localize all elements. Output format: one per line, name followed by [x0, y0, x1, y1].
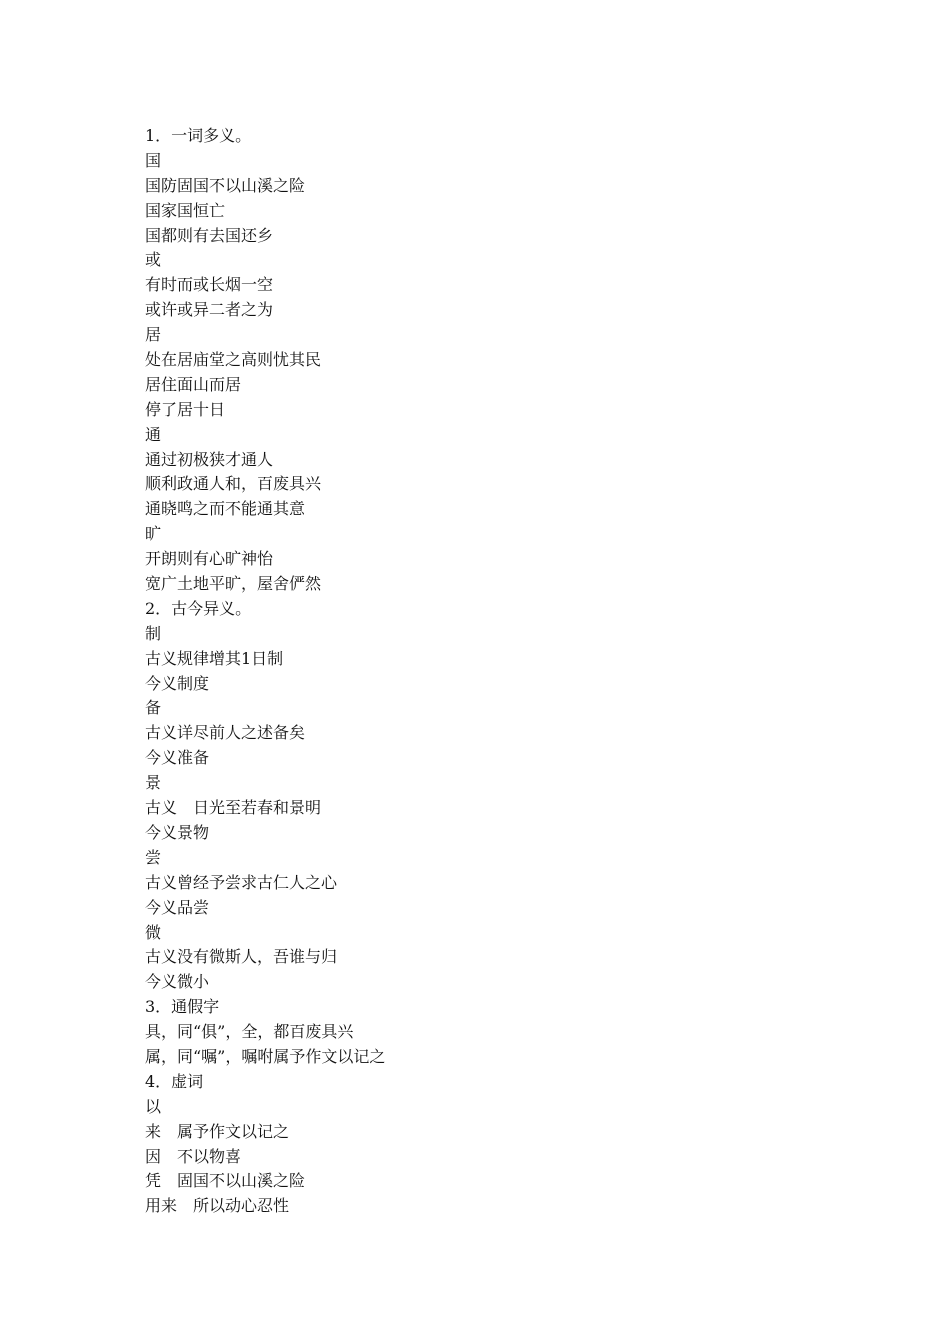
term-line: 尝 — [145, 847, 162, 867]
definition-line: 通过初极狭才通人 — [145, 449, 274, 469]
definition-line: 今义准备 — [145, 748, 210, 768]
term-line: 国 — [145, 150, 162, 170]
definition-line: 国都则有去国还乡 — [145, 225, 274, 245]
definition-line: 今义制度 — [145, 673, 210, 693]
term-line: 或 — [145, 250, 162, 270]
definition-line: 通晓鸣之而不能通其意 — [145, 499, 306, 519]
definition-line: 属，同“嘱”，嘱咐属予作文以记之 — [145, 1046, 386, 1066]
definition-line: 停了居十日 — [145, 399, 226, 419]
definition-line: 今义景物 — [145, 822, 210, 842]
definition-line: 因 不以物喜 — [145, 1146, 242, 1166]
section-heading-function-words: 4．虚词 — [145, 1071, 204, 1091]
definition-line: 国家国恒亡 — [145, 200, 226, 220]
term-line: 旷 — [145, 524, 162, 544]
definition-line: 国防固国不以山溪之险 — [145, 175, 306, 195]
section-heading-ancient-modern: 2．古今异义。 — [145, 598, 252, 618]
definition-line: 开朗则有心旷神怡 — [145, 549, 274, 569]
definition-line: 古义规律增其1日制 — [145, 648, 284, 668]
definition-line: 宽广土地平旷，屋舍俨然 — [145, 574, 322, 594]
document-body — [145, 124, 845, 1219]
term-line: 制 — [145, 623, 162, 643]
definition-line: 居住面山而居 — [145, 374, 242, 394]
definition-line: 古义 日光至若春和景明 — [145, 798, 322, 818]
term-line: 备 — [145, 698, 162, 718]
definition-line: 有时而或长烟一空 — [145, 275, 274, 295]
term-line: 居 — [145, 325, 162, 345]
definition-line: 具，同“俱”，全，都百废具兴 — [145, 1022, 354, 1042]
definition-line: 来 属予作文以记之 — [145, 1121, 290, 1141]
definition-line: 处在居庙堂之高则忧其民 — [145, 350, 322, 370]
definition-line: 古义没有微斯人，吾谁与归 — [145, 947, 338, 967]
section-heading-loan-characters: 3．通假字 — [145, 997, 220, 1017]
term-line: 以 — [145, 1096, 162, 1116]
term-line: 通 — [145, 424, 162, 444]
term-line: 景 — [145, 773, 162, 793]
definition-line: 顺利政通人和，百废具兴 — [145, 474, 322, 494]
definition-line: 今义微小 — [145, 972, 210, 992]
definition-line: 用来 所以动心忍性 — [145, 1196, 290, 1216]
definition-line: 古义曾经予尝求古仁人之心 — [145, 872, 338, 892]
definition-line: 或许或异二者之为 — [145, 300, 274, 320]
definition-line: 今义品尝 — [145, 897, 210, 917]
term-line: 微 — [145, 922, 162, 942]
definition-line: 古义详尽前人之述备矣 — [145, 723, 306, 743]
section-heading-polysemy: 1．一词多义。 — [145, 126, 252, 145]
definition-line: 凭 固国不以山溪之险 — [145, 1171, 306, 1191]
